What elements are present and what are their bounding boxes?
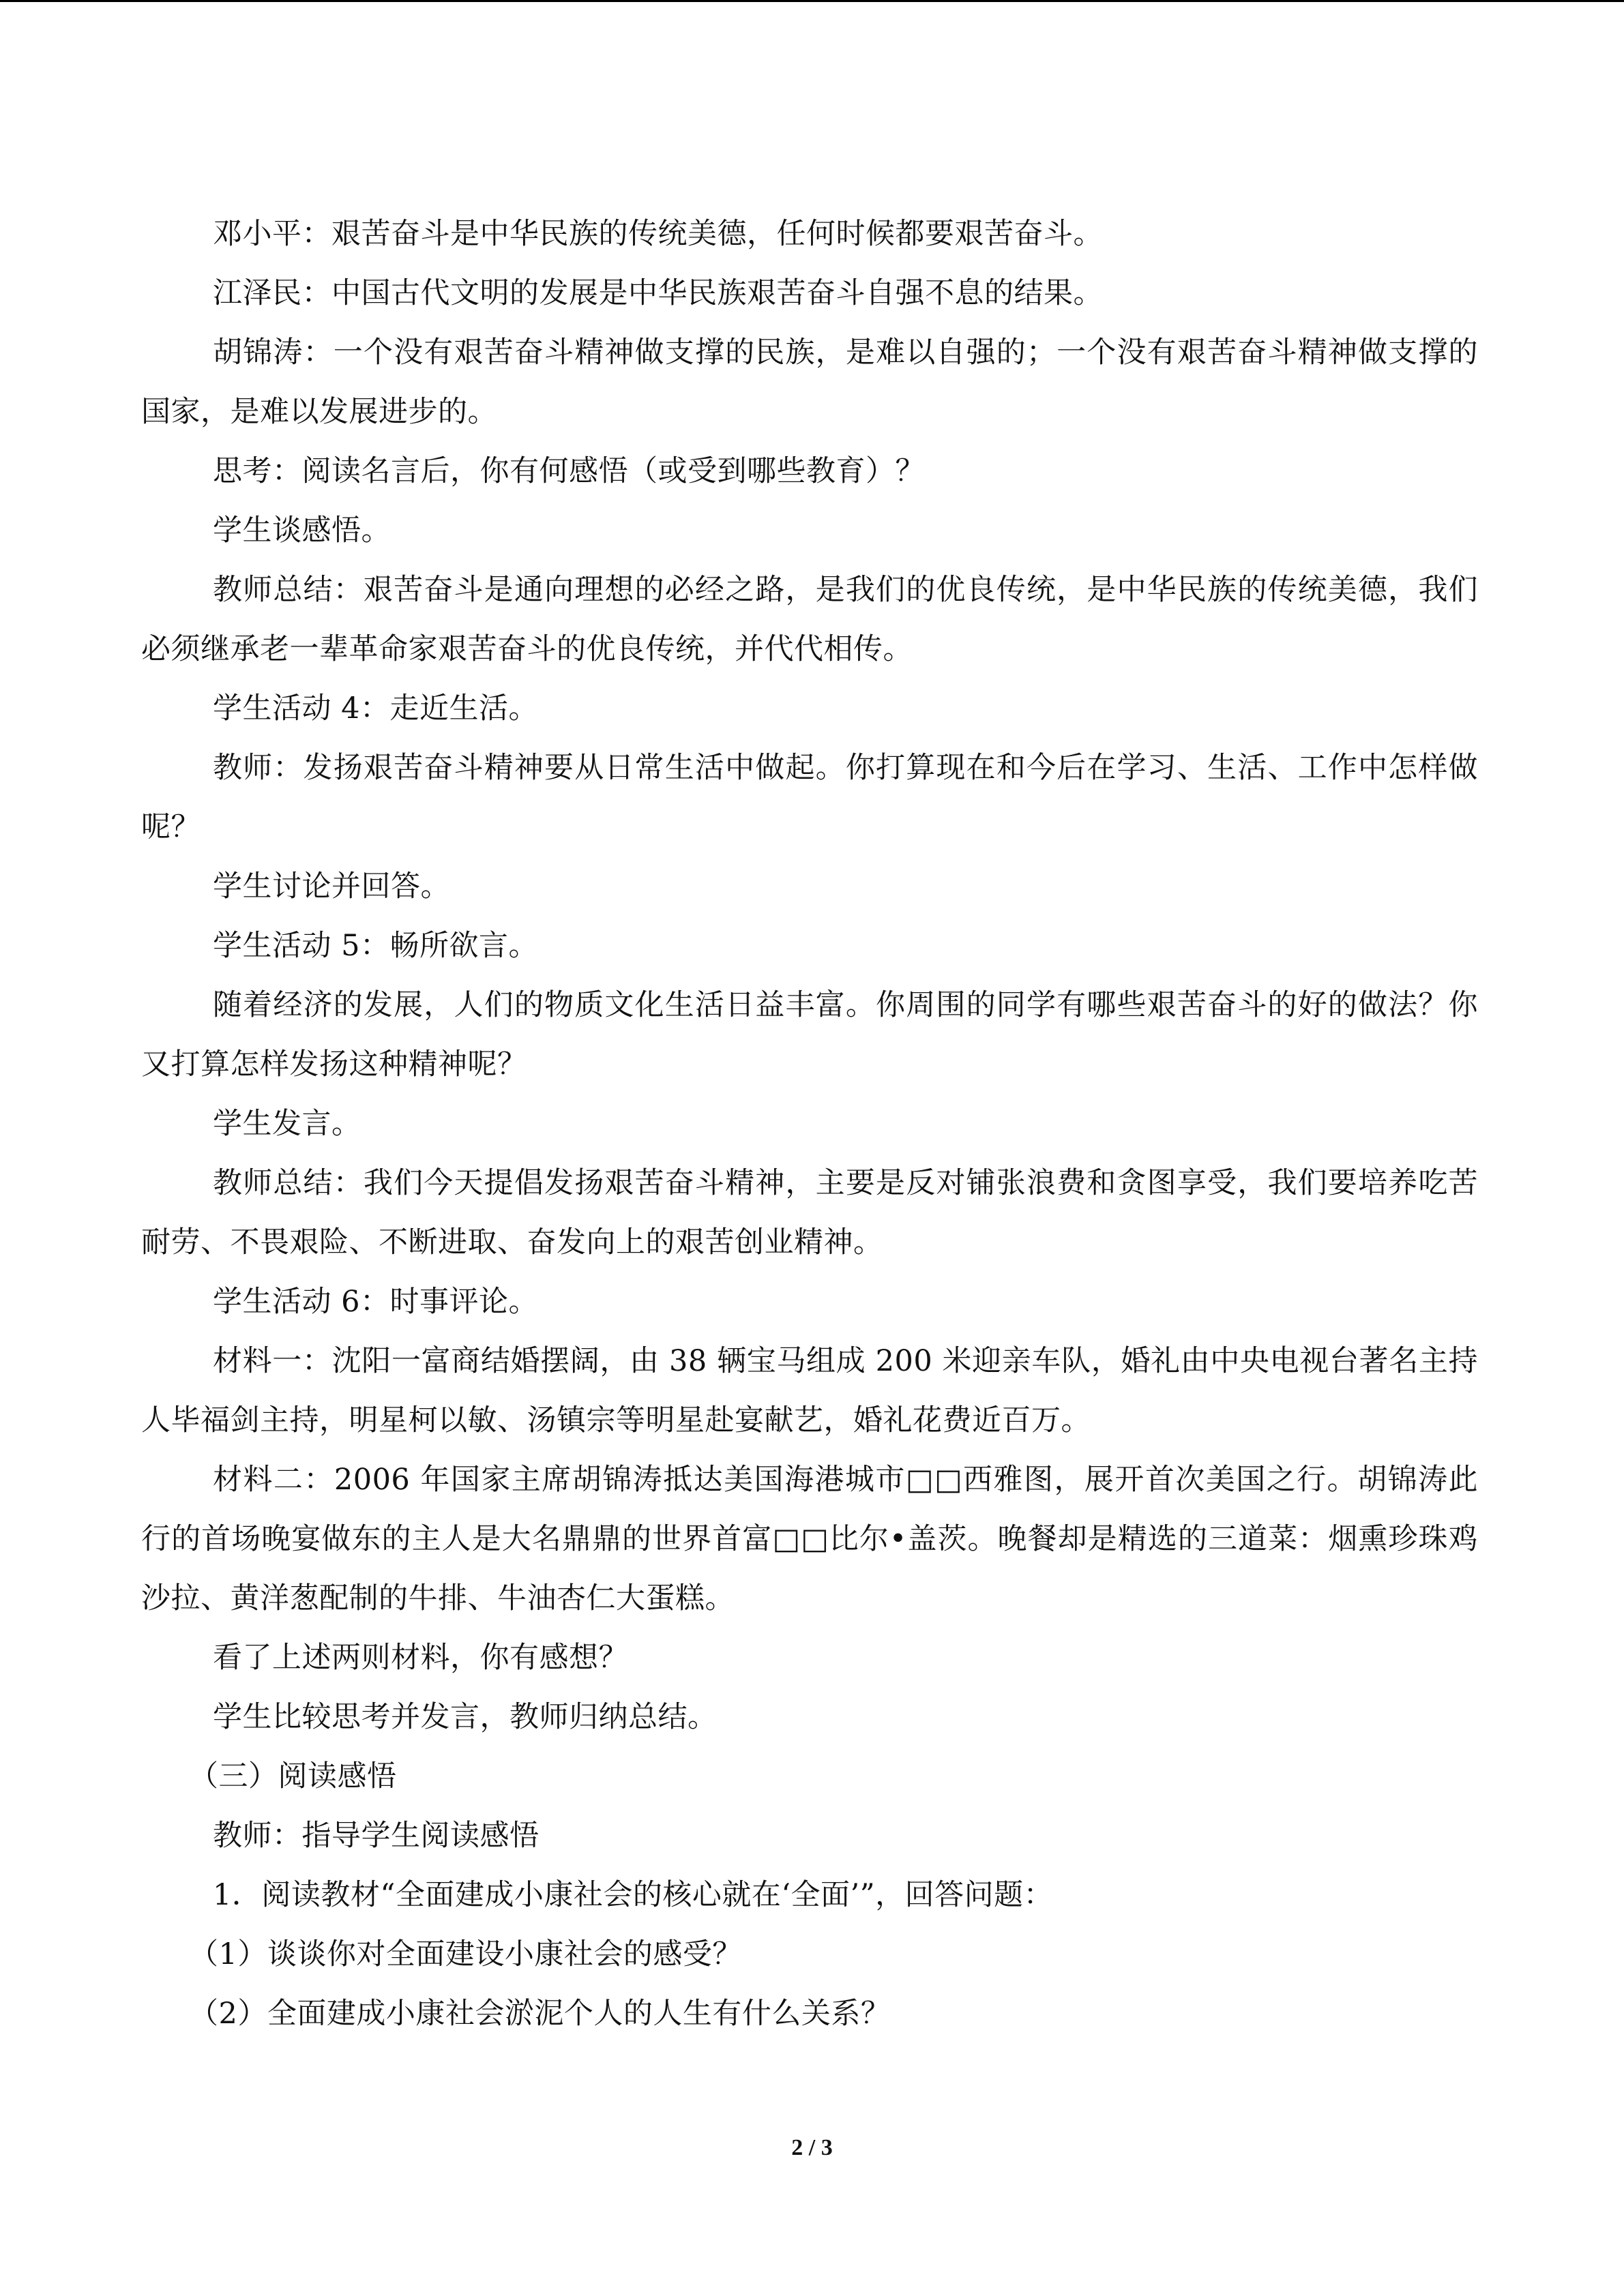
material-question: 看了上述两则材料，你有感想？ (213, 1641, 628, 1675)
top-border-line (0, 0, 1624, 2)
student-comparison: 学生比较思考并发言，教师归纳总结。 (213, 1700, 718, 1734)
section-3-heading: （三）阅读感悟 (189, 1759, 397, 1793)
activity-5-prompt: 随着经济的发展，人们的物质文化生活日益丰富。你周围的同学有哪些艰苦奋斗的好的做法？你又打算怎样发扬这种精神呢？ (141, 988, 1478, 1082)
teacher-question: 教师：发扬艰苦奋斗精神要从日常生活中做起。你打算现在和今后在学习、生活、工作中怎样做呢？ (141, 751, 1478, 844)
reflection-question: 思考：阅读名言后，你有何感悟（或受到哪些教育）？ (213, 454, 925, 488)
reading-task-1: 1．阅读教材“全面建成小康社会的核心就在‘全面’”，回答问题： (213, 1878, 1054, 1912)
question-2: （2）全面建成小康社会淤泥个人的人生有什么关系？ (189, 1997, 891, 2031)
activity-5-heading: 学生活动 5：畅所欲言。 (213, 929, 539, 963)
quote-hu-jintao: 胡锦涛：一个没有艰苦奋斗精神做支撑的民族，是难以自强的；一个没有艰苦奋斗精神做支撑的国家，是难以发展进步的。 (141, 336, 1478, 429)
teacher-summary-2: 教师总结：我们今天提倡发扬艰苦奋斗精神，主要是反对铺张浪费和贪图享受，我们要培养吃苦耐劳、不畏艰险、不断进取、奋发向上的艰苦创业精神。 (141, 1166, 1478, 1259)
student-discussion: 学生讨论并回答。 (213, 869, 450, 904)
student-reflection: 学生谈感悟。 (213, 513, 391, 548)
student-speech: 学生发言。 (213, 1107, 361, 1141)
activity-4-heading: 学生活动 4：走近生活。 (213, 691, 539, 726)
material-one: 材料一：沈阳一富商结婚摆阔，由 38 辆宝马组成 200 米迎亲车队，婚礼由中央电视台著名主持人毕福剑主持，明星柯以敏、汤镇宗等明星赴宴献艺，婚礼花费近百万。 (141, 1344, 1478, 1437)
page-number: 2 / 3 (791, 2135, 833, 2160)
quote-jiang-zemin: 江泽民：中国古代文明的发展是中华民族艰苦奋斗自强不息的结果。 (213, 276, 1103, 310)
activity-6-heading: 学生活动 6：时事评论。 (213, 1285, 539, 1319)
material-two: 材料二：2006 年国家主席胡锦涛抵达美国海港城市□□西雅图，展开首次美国之行。胡锦涛此行的首场晚宴做东的主人是大名鼎鼎的世界首富□□比尔•盖茨。晚餐却是精选的三道菜：烟熏珍珠鸡沙拉、黄洋葱配制的牛排、牛油杏仁大蛋糕。 (141, 1463, 1478, 1615)
question-1: （1）谈谈你对全面建设小康社会的感受？ (189, 1937, 742, 1971)
quote-deng-xiaoping: 邓小平：艰苦奋斗是中华民族的传统美德，任何时候都要艰苦奋斗。 (213, 217, 1103, 251)
teacher-guidance: 教师：指导学生阅读感悟 (213, 1819, 540, 1853)
document-body (141, 205, 1478, 2044)
teacher-summary-1: 教师总结：艰苦奋斗是通向理想的必经之路，是我们的优良传统，是中华民族的传统美德，我们必须继承老一辈革命家艰苦奋斗的优良传统，并代代相传。 (141, 573, 1478, 666)
